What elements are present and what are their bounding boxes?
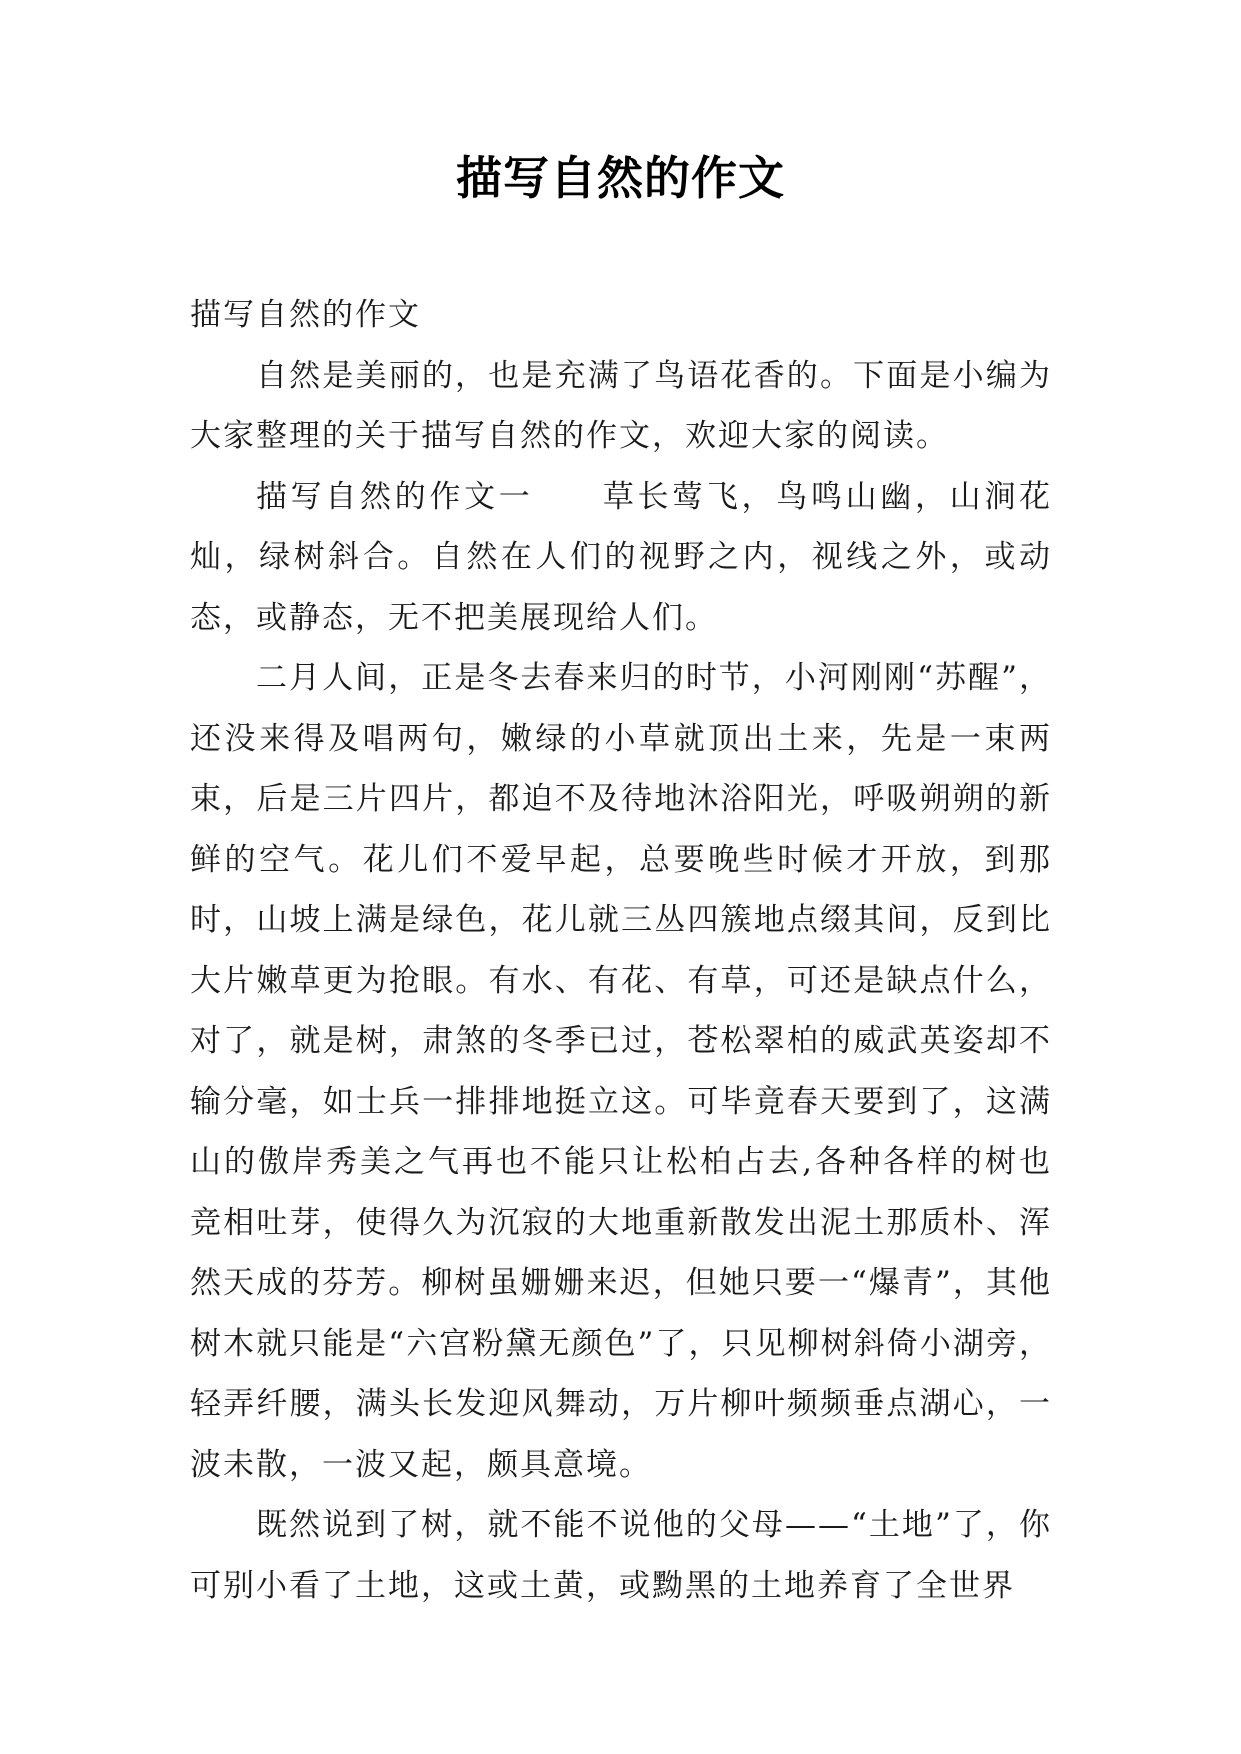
essay-subheading: 描写自然的作文 bbox=[190, 297, 421, 333]
paragraph-spring-scene: 二月人间，正是冬去春来归的时节，小河刚刚“苏醒”，还没来得及唱两句，嫩绿的小草就顶出土来，先是一束两束，后是三片四片，都迫不及待地沐浴阳光，呼吸朔朔的新鲜的空气。花儿们不爱早起，总要晚些时候才开放，到那时，山坡上满是绿色，花儿就三丛四簇地点缀其间，反到比大片嫩草更为抢眼。有水、有花、有草，可还是缺点什么，对了，就是树，肃煞的冬季已过，苍松翠柏的威武英姿却不输分毫，如士兵一排排地挺立这。可毕竟春天要到了，这满山的傲岸秀美之气再也不能只让松柏占去,各种各样的树也竞相吐芽，使得久为沉寂的大地重新散发出泥土那质朴、浑然天成的芬芳。柳树虽姗姗来迟，但她只要一“爆青”，其他树木就只能是“六宫粉黛无颜色”了，只见柳树斜倚小湖旁，轻弄纤腰，满头长发迎风舞动，万片柳叶频频垂点湖心，一波未散，一波又起，颇具意境。 bbox=[190, 660, 1052, 1483]
paragraph-essay-one-opening: 描写自然的作文一 草长莺飞，鸟鸣山幽，山涧花灿，绿树斜合。自然在人们的视野之内，视线之外，或动态，或静态，无不把美展现给人们。 bbox=[190, 478, 1052, 636]
paragraph-land: 既然说到了树，就不能不说他的父母——“土地”了，你可别小看了土地，这或土黄，或黝黑的土地养育了全世界 bbox=[190, 1507, 1052, 1604]
document-title: 描写自然的作文 bbox=[456, 151, 785, 205]
document-body bbox=[190, 285, 1052, 1616]
paragraph-intro: 自然是美丽的，也是充满了鸟语花香的。下面是小编为大家整理的关于描写自然的作文，欢迎大家的阅读。 bbox=[190, 357, 1052, 454]
